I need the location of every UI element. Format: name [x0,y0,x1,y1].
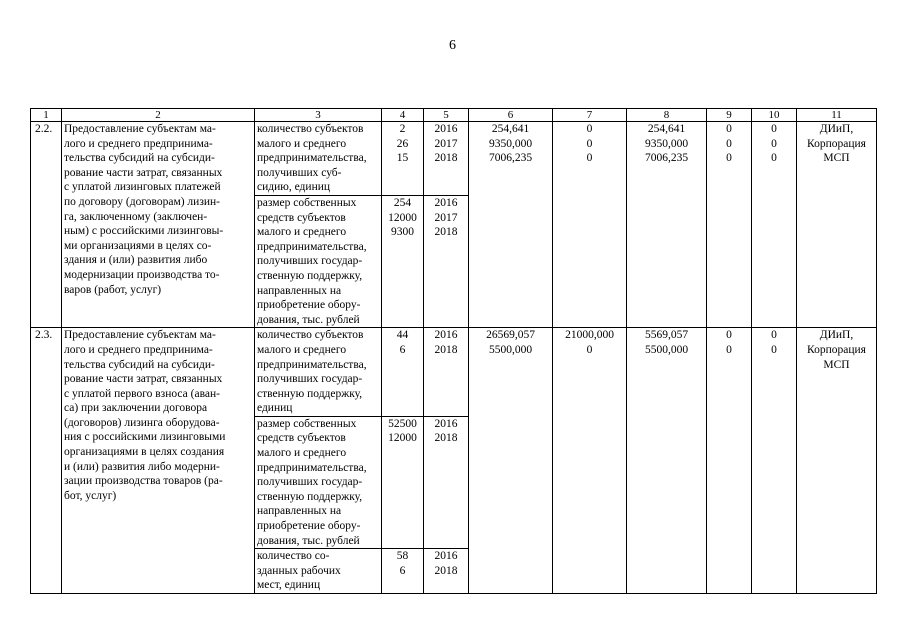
measure-description: Предоставление субъектам ма- лого и среднего предпринима- тельства субсидий на субсиди- рование части затрат, связанных с уплатой лизинговых платежей по договору (договорам) лизин- га, заключенному (заключен- ным) с российскими лизинговы- ми организациями в целях со- здания и (или) развития либо модернизации производства то- варов (работ, услуг) [62,122,255,328]
row-number: 2.3. [31,328,62,594]
row-number: 2.2. [31,122,62,328]
header-cell: 4 [382,109,424,122]
header-cell: 9 [707,109,752,122]
indicator-years: 2016 2017 2018 [424,195,469,327]
indicator-values: 44 6 [382,328,424,417]
funding-total: 26569,057 5500,000 [469,328,553,594]
table-row [31,122,877,196]
header-cell: 5 [424,109,469,122]
header-cell: 8 [627,109,707,122]
header-cell: 2 [62,109,255,122]
funding-local: 0 0 0 [707,122,752,328]
funding-total: 254,641 9350,000 7006,235 [469,122,553,328]
responsible-executor: ДИиП, Корпорация МСП [797,328,877,594]
indicator-years: 2016 2018 [424,549,469,594]
indicator-values: 52500 12000 [382,416,424,548]
indicator-name: количество субъектов малого и среднего предпринимательства, получивших суб- сидию, единиц [255,122,382,196]
indicator-values: 2 26 15 [382,122,424,196]
header-cell: 1 [31,109,62,122]
indicator-years: 2016 2018 [424,328,469,417]
header-cell: 6 [469,109,553,122]
header-row [31,109,877,122]
header-cell: 10 [752,109,797,122]
indicator-years: 2016 2018 [424,416,469,548]
indicator-name: размер собственных средств субъектов малого и среднего предпринимательства, получивших государ- ственную поддержку, направленных на приобретение обору- дования, тыс. рублей [255,416,382,548]
indicator-values: 254 12000 9300 [382,195,424,327]
indicator-name: количество субъектов малого и среднего предпринимательства, получивших государ- ственную поддержку, единиц [255,328,382,417]
header-cell: 11 [797,109,877,122]
header-cell: 3 [255,109,382,122]
funding-federal: 21000,000 0 [553,328,627,594]
responsible-executor: ДИиП, Корпорация МСП [797,122,877,328]
indicator-name: размер собственных средств субъектов малого и среднего предпринимательства, получивших государ- ственную поддержку, направленных на приобретение обору- дования, тыс. рублей [255,195,382,327]
program-table [30,108,877,594]
indicator-values: 58 6 [382,549,424,594]
page-number: 6 [449,38,456,53]
funding-local: 0 0 [707,328,752,594]
funding-regional: 5569,057 5500,000 [627,328,707,594]
header-cell: 7 [553,109,627,122]
indicator-name: количество со- зданных рабочих мест, единиц [255,549,382,594]
funding-regional: 254,641 9350,000 7006,235 [627,122,707,328]
funding-other: 0 0 0 [752,122,797,328]
funding-other: 0 0 [752,328,797,594]
table-row [31,328,877,417]
measure-description: Предоставление субъектам ма- лого и среднего предпринима- тельства субсидий на субсиди- рование части затрат, связанных с уплатой первого взноса (аван- са) при заключении договора (договоров) лизинга оборудова- ния с российскими лизинговыми организациями в целях создания и (или) развития либо модерни- зации производства товаров (ра- бот, услуг) [62,328,255,594]
indicator-years: 2016 2017 2018 [424,122,469,196]
funding-federal: 0 0 0 [553,122,627,328]
